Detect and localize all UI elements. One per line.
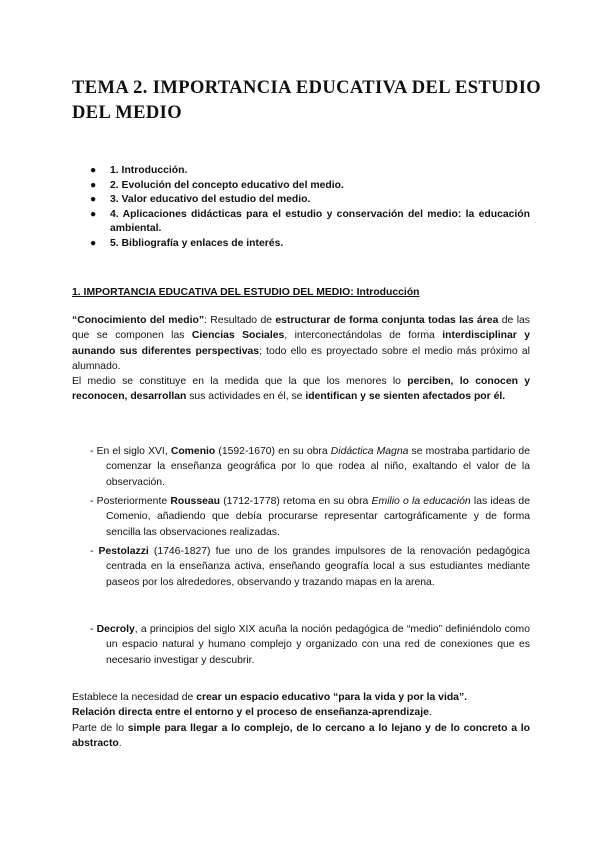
- toc-item: [90, 193, 530, 208]
- bullet-icon: ●: [90, 237, 97, 249]
- page-title: TEMA 2. IMPORTANCIA EDUCATIVA DEL ESTUDIO DEL MEDIO: [72, 78, 542, 123]
- dash-marker: -: [90, 624, 97, 635]
- definition-term: “Conocimiento del medio”: [72, 315, 205, 326]
- work-title: Emilio o la educación: [371, 496, 471, 507]
- text-run-bold: perciben, lo conocen y reconocen, desarrollan: [72, 376, 531, 403]
- author-name: Rousseau: [170, 496, 221, 507]
- toc-item-label: 5. Bibliografía y enlaces de interés.: [110, 237, 284, 249]
- text-run-bold: Ciencias Sociales: [191, 330, 285, 342]
- toc-item-label: 2. Evolución del concepto educativo del medio.: [110, 179, 344, 191]
- dash-marker: -: [90, 546, 99, 557]
- text-run: : Resultado de: [204, 315, 276, 326]
- medio-paragraph: [72, 374, 530, 405]
- text-run: sus actividades en él, se: [186, 391, 306, 403]
- text-run: se mostraba partidario de comenzar la enseñanza geográfica por lo que rodea al niño, exaltando el valor de la observación.: [106, 446, 530, 488]
- conclusion-paragraph: [72, 690, 530, 752]
- text-run: .: [118, 738, 122, 750]
- dash-marker: -: [90, 496, 97, 507]
- toc-item-label: 4. Aplicaciones didácticas para el estudio y conservación del medio: la educación ambiental.: [110, 208, 530, 235]
- text-run: ; todo ello es proyectado sobre el medio más próximo al alumnado.: [72, 345, 530, 373]
- text-run: En el siglo XVI,: [96, 446, 171, 457]
- toc-item: [90, 237, 530, 252]
- text-run-bold: crear un espacio educativo “para la vida y por la vida”.: [196, 692, 468, 703]
- toc-item: [90, 164, 530, 179]
- text-run: las ideas de Comenio, añadiendo que debía procurarse representar cartográficamente y de forma sencilla las observaciones realizadas.: [106, 496, 530, 538]
- toc-item-label: 1. Introducción.: [110, 165, 188, 176]
- author-entry-decroly: [90, 622, 530, 668]
- text-run: , interconectándolas de forma: [284, 330, 443, 342]
- bullet-icon: ●: [90, 179, 97, 191]
- text-run: Parte de lo: [72, 722, 128, 734]
- text-run: (1592-1670) en su obra: [215, 446, 331, 457]
- text-run-bold: identifican y se sienten afectados por él.: [305, 391, 506, 403]
- author-entry-pestolazzi: [90, 544, 530, 590]
- text-run: , a principios del siglo XIX acuña la noción pedagógica de “medio” definiéndolo como un espacio natural y humano complejo y organizado con una red de conexiones que es necesario investigar y descubrir.: [106, 624, 530, 666]
- author-name: Pestolazzi: [98, 546, 149, 557]
- text-run-bold: Relación directa entre el entorno y el proceso de enseñanza-aprendizaje: [72, 707, 429, 719]
- author-entry-comenio: [90, 444, 530, 490]
- author-entry-rousseau: [90, 494, 530, 540]
- text-run: (1746-1827) fue uno de los grandes impulsores de la renovación pedagógica centrada en la enseñanza activa, enseñando geografía local a sus estudiantes mediante paseos por los alrededores, observando y trazando mapas en la arena.: [106, 546, 530, 588]
- text-run: .: [428, 707, 432, 719]
- bullet-icon: ●: [90, 194, 97, 206]
- bullet-icon: ●: [90, 165, 97, 176]
- text-run-bold: interdisciplinar y aunando sus diferentes perspectivas: [72, 330, 530, 357]
- text-run: de las que se componen las: [72, 315, 530, 342]
- author-name: Comenio: [170, 446, 216, 457]
- text-run-bold: estructurar de forma conjunta todas las área: [275, 315, 499, 326]
- toc-item-label: 3. Valor educativo del estudio del medio.: [110, 194, 311, 206]
- text-run: Posteriormente: [96, 496, 171, 507]
- table-of-contents: [90, 164, 530, 252]
- text-run: (1712-1778) retoma en su obra: [220, 496, 372, 507]
- text-run: Establece la necesidad de: [72, 692, 197, 703]
- toc-item: [90, 179, 530, 194]
- dash-marker: -: [90, 446, 97, 457]
- section-heading: 1. IMPORTANCIA EDUCATIVA DEL ESTUDIO DEL MEDIO: Introducción: [72, 287, 420, 298]
- toc-item: [90, 208, 530, 237]
- text-run: El medio se constituye en la medida que la que los menores lo: [72, 376, 408, 387]
- bullet-icon: ●: [90, 208, 97, 220]
- author-name: Decroly: [96, 624, 135, 635]
- text-run-bold: simple para llegar a lo complejo, de lo cercano a lo lejano y de lo concreto a lo abstracto: [72, 722, 530, 750]
- work-title: Didáctica Magna: [330, 446, 409, 457]
- definition-paragraph: [72, 313, 530, 375]
